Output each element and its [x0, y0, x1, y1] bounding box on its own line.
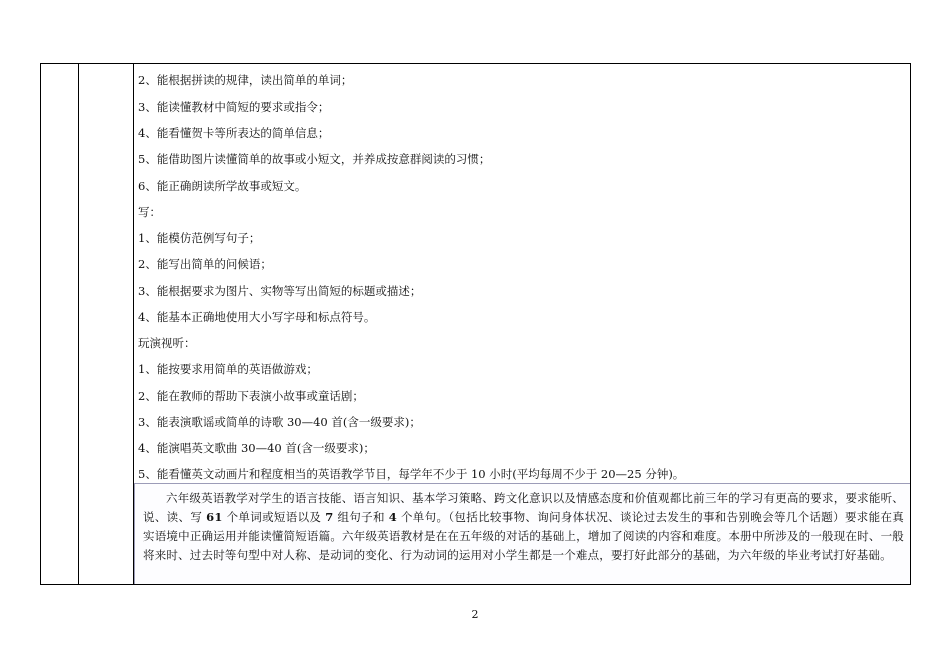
play-item-2: 2、能在教师的帮助下表演小故事或童话剧； [138, 389, 364, 403]
summary-text-1: 六年级英语教学对学生的语言技能、语言知识、基本学习策略、跨文化意识以及情感态度和价值观都比前三年的学习有更高的要求，要求能听、说、读、写 [143, 491, 904, 524]
play-item-5: 5、能看懂英文动画片和程度相当的英语教学节目，每学年不少于 10 小时(平均每周不少于 20—25 分钟)。 [138, 467, 685, 481]
reading-item-4: 4、能看懂贺卡等所表达的简单信息； [138, 126, 330, 140]
reading-item-3: 3、能读懂教材中简短的要求或指令； [138, 100, 330, 114]
writing-item-1: 1、能模仿范例写句子； [138, 231, 261, 245]
reading-item-6: 6、能正确朗读所学故事或短文。 [138, 179, 307, 193]
curriculum-table [40, 63, 911, 585]
reading-item-2: 2、能根据拼读的规律，读出简单的单词； [138, 73, 353, 87]
summary-paragraph [135, 484, 910, 565]
summary-text-4: 个单句。（包括比较事物、询问身体状况、谈论过去发生的事和告别晚会等几个话题）要求能在真实语境中正确运用并能读懂简短语篇。六年级英语教材是在在五年级的对话的基础上，增加了阅读的内容和难度。本册中所涉及的一般现在时、一般将来时、过去时等句型中对人称、是动词的变化、行为动词的运用对小学生都是一个难点，要打好此部分的基础，为六年级的毕业考试打好基础。 [143, 510, 905, 562]
writing-heading: 写： [138, 205, 161, 219]
column-divider-1 [78, 64, 79, 584]
play-heading: 玩演视听： [138, 336, 196, 350]
writing-item-3: 3、能根据要求为图片、实物等写出简短的标题或描述； [138, 284, 422, 298]
summary-text-2: 个单词或短语以及 [222, 510, 326, 524]
play-item-3: 3、能表演歌谣或简单的诗歌 30—40 首(含一级要求)； [138, 415, 421, 429]
reading-item-5: 5、能借助图片读懂简单的故事或小短文，并养成按意群阅读的习惯； [138, 152, 491, 166]
words-count: 61 [206, 510, 223, 524]
writing-item-4: 4、能基本正确地使用大小写字母和标点符号。 [138, 310, 376, 324]
sentences-count: 7 [325, 510, 334, 524]
page-number: 2 [471, 608, 479, 621]
units-count: 4 [388, 510, 397, 524]
writing-item-2: 2、能写出简单的问候语； [138, 257, 272, 271]
summary-text-3: 组句子和 [333, 510, 389, 524]
content-column [134, 64, 910, 584]
play-item-1: 1、能按要求用简单的英语做游戏； [138, 362, 318, 376]
summary-box [134, 483, 910, 584]
play-item-4: 4、能演唱英文歌曲 30—40 首(含一级要求)； [138, 441, 375, 455]
